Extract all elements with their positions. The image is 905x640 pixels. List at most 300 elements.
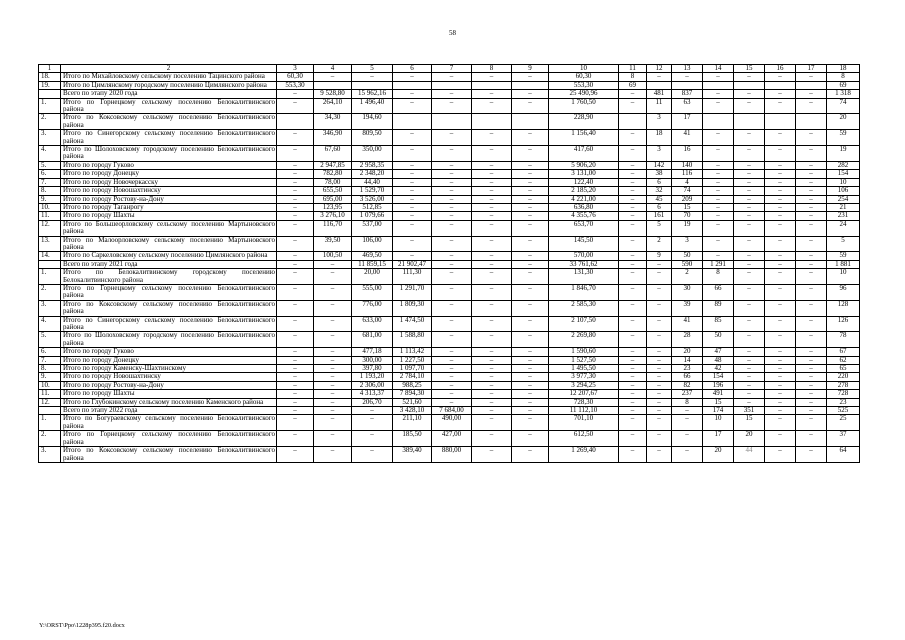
value-cell: – [352,407,393,415]
value-cell: – [277,178,314,186]
row-index: 3. [39,447,61,463]
value-cell: – [703,187,734,195]
row-index: 13. [39,236,61,252]
value-cell: – [393,178,432,186]
value-cell: – [277,260,314,268]
value-cell: – [432,365,472,373]
value-cell: – [512,332,549,348]
column-number: 14 [703,65,734,73]
value-cell: 211,10 [393,415,432,431]
value-cell: – [765,284,796,300]
table-row [39,220,860,236]
value-cell: 85 [703,316,734,332]
value-cell: – [796,236,827,252]
value-cell: – [796,260,827,268]
value-cell [393,81,432,89]
value-cell: 122,40 [549,178,619,186]
column-number: 16 [765,65,796,73]
value-cell: – [672,73,703,81]
value-cell: – [765,300,796,316]
value-cell: – [472,381,512,389]
value-cell: – [703,203,734,211]
value-cell: 3 977,30 [549,373,619,381]
row-index: 9. [39,373,61,381]
row-index: 3. [39,130,61,146]
value-cell: – [277,415,314,431]
table-row [39,407,860,415]
value-cell: – [393,73,432,81]
file-path-footer: Y:\ORST\Ppo\1228p395.f20.docx [39,622,125,629]
row-label: Всего по этапу 2022 года [61,407,277,415]
value-cell: – [512,203,549,211]
value-cell: – [734,146,765,162]
value-cell: – [765,90,796,98]
value-cell: 39 [672,300,703,316]
value-cell: – [472,284,512,300]
value-cell: – [765,447,796,463]
value-cell: – [512,365,549,373]
row-index: 1. [39,98,61,114]
value-cell: – [796,390,827,398]
value-cell: – [734,170,765,178]
value-cell: – [432,373,472,381]
row-label: Итого по Синегорскому сельскому поселению Белокалитвинского района [61,316,277,332]
value-cell: – [512,300,549,316]
row-index: 5. [39,161,61,169]
value-cell: – [765,348,796,356]
value-cell: – [703,220,734,236]
value-cell: – [734,203,765,211]
value-cell: – [393,252,432,260]
value-cell: – [472,203,512,211]
value-cell: 491 [703,390,734,398]
value-cell: – [619,195,647,203]
column-number: 3 [277,65,314,73]
value-cell: – [277,252,314,260]
value-cell: – [647,260,672,268]
table-row [39,146,860,162]
value-cell: 18 [647,130,672,146]
value-cell [672,81,703,89]
value-cell: 15 [672,203,703,211]
value-cell: – [765,73,796,81]
value-cell: – [314,365,352,373]
value-cell: – [796,73,827,81]
value-cell: – [796,407,827,415]
value-cell: – [703,236,734,252]
value-cell: 23 [827,398,860,406]
value-cell: 7 894,30 [393,390,432,398]
value-cell: – [432,390,472,398]
value-cell: – [472,300,512,316]
value-cell: – [472,187,512,195]
value-cell: 17 [703,431,734,447]
value-cell [703,81,734,89]
value-cell [393,114,432,130]
value-cell: – [472,98,512,114]
value-cell [314,81,352,89]
value-cell: 20 [672,348,703,356]
value-cell: 3 [647,146,672,162]
row-index: 18. [39,73,61,81]
value-cell: – [796,300,827,316]
value-cell: – [512,146,549,162]
value-cell: – [314,300,352,316]
page-number: 58 [449,29,456,37]
value-cell: 427,00 [432,431,472,447]
row-label: Итого по Шолоховскому городскому поселению Белокалитвинского района [61,146,277,162]
row-index: 1. [39,415,61,431]
value-cell: – [277,356,314,364]
value-cell: – [472,252,512,260]
value-cell: – [619,381,647,389]
value-cell: – [796,195,827,203]
value-cell: – [472,178,512,186]
row-label: Итого по Коксовскому сельскому поселению Белокалитвинского района [61,447,277,463]
value-cell: 20 [827,114,860,130]
value-cell: 1 527,50 [549,356,619,364]
value-cell: 41 [672,130,703,146]
value-cell: – [512,161,549,169]
row-index: 8. [39,365,61,373]
value-cell: 10 [827,269,860,285]
value-cell: – [734,252,765,260]
value-cell: – [432,187,472,195]
column-number: 17 [796,65,827,73]
value-cell: – [765,365,796,373]
value-cell: – [432,316,472,332]
value-cell: 3 [672,236,703,252]
value-cell: 612,50 [549,431,619,447]
value-cell: 47 [703,348,734,356]
value-cell: 3 276,10 [314,212,352,220]
value-cell: – [512,90,549,98]
value-cell: – [647,269,672,285]
value-cell [703,114,734,130]
value-cell: 2 107,50 [549,316,619,332]
row-label: Итого по городу Ростову-на-Дону [61,195,277,203]
value-cell: 41 [672,316,703,332]
value-cell: – [703,146,734,162]
value-cell: – [472,236,512,252]
table-row [39,170,860,178]
value-cell: – [432,236,472,252]
value-cell: 20 [734,431,765,447]
row-label: Итого по городу Ростову-на-Дону [61,381,277,389]
value-cell: – [765,381,796,389]
value-cell: – [393,161,432,169]
value-cell: 19 [827,146,860,162]
table-row [39,348,860,356]
value-cell: – [512,381,549,389]
value-cell: 42 [703,365,734,373]
value-cell: 38 [647,170,672,178]
row-index: 2. [39,431,61,447]
value-cell: 2 958,35 [352,161,393,169]
value-cell: – [314,332,352,348]
value-cell: 1 079,66 [352,212,393,220]
value-cell: 555,00 [352,284,393,300]
value-cell: – [277,398,314,406]
row-label: Итого по Малоорловскому сельскому поселению Мартыновского района [61,236,277,252]
value-cell: 2 269,80 [549,332,619,348]
value-cell: – [432,203,472,211]
row-label: Итого по городу Каменску-Шахтинскому [61,365,277,373]
value-cell: 66 [672,373,703,381]
value-cell: 23 [672,365,703,373]
table-row [39,203,860,211]
value-cell: – [277,195,314,203]
column-number: 5 [352,65,393,73]
row-label: Итого по Большеорловскому сельскому поселению Мартыновского района [61,220,277,236]
value-cell: – [472,365,512,373]
value-cell: – [796,332,827,348]
value-cell: 25 [827,415,860,431]
value-cell: 206,70 [352,398,393,406]
value-cell: – [619,187,647,195]
value-cell: – [277,316,314,332]
value-cell: 1 227,50 [393,356,432,364]
value-cell: – [277,348,314,356]
value-cell: – [619,365,647,373]
value-cell: – [472,332,512,348]
value-cell: – [393,130,432,146]
value-cell: 106 [827,187,860,195]
row-index: 5. [39,332,61,348]
value-cell: – [619,269,647,285]
value-cell: – [647,332,672,348]
value-cell: 1 269,40 [549,447,619,463]
value-cell: – [512,269,549,285]
table-row [39,269,860,285]
value-cell: 6 [647,203,672,211]
value-cell: – [619,447,647,463]
value-cell: 69 [827,81,860,89]
value-cell: – [734,236,765,252]
row-index: 10. [39,381,61,389]
value-cell: – [314,269,352,285]
value-cell: – [277,390,314,398]
value-cell: 145,50 [549,236,619,252]
value-cell: – [512,373,549,381]
value-cell: – [765,187,796,195]
value-cell: 988,25 [393,381,432,389]
value-cell: – [314,260,352,268]
value-cell: – [512,415,549,431]
value-cell: 837 [672,90,703,98]
value-cell: 1 474,50 [393,316,432,332]
table-row [39,212,860,220]
column-number: 11 [619,65,647,73]
value-cell: – [619,178,647,186]
value-cell: – [512,356,549,364]
value-cell: – [277,130,314,146]
value-cell: – [796,98,827,114]
value-cell: – [277,90,314,98]
value-cell: 1 291,70 [393,284,432,300]
table-row [39,300,860,316]
value-cell: 12 207,67 [549,390,619,398]
value-cell: – [765,220,796,236]
value-cell: – [647,447,672,463]
row-label: Итого по городу Донецку [61,170,277,178]
value-cell: – [647,381,672,389]
row-index: 3. [39,300,61,316]
value-cell: 60,30 [549,73,619,81]
value-cell: – [472,195,512,203]
row-label: Итого по Горнецкому сельскому поселению Белокалитвинского района [61,284,277,300]
value-cell: 537,00 [352,220,393,236]
table-row [39,236,860,252]
table-row [39,161,860,169]
value-cell: 1 529,70 [352,187,393,195]
value-cell: 64 [827,447,860,463]
row-index: 2. [39,114,61,130]
value-cell: – [393,170,432,178]
table-row [39,284,860,300]
row-label: Итого по Глубокинскому сельскому поселению Каменского района [61,398,277,406]
value-cell: 67 [827,348,860,356]
value-cell: – [512,195,549,203]
value-cell: 351 [734,407,765,415]
value-cell: 45 [647,195,672,203]
value-cell: 653,70 [549,220,619,236]
row-index [39,90,61,98]
value-cell: 490,00 [432,415,472,431]
value-cell: 809,50 [352,130,393,146]
value-cell: – [352,447,393,463]
value-cell: – [432,130,472,146]
value-cell: – [765,236,796,252]
value-cell: – [277,269,314,285]
value-cell: 116,70 [314,220,352,236]
value-cell: 397,80 [352,365,393,373]
value-cell: – [432,269,472,285]
value-cell: 44 [734,447,765,463]
value-cell: – [512,178,549,186]
row-index: 1. [39,269,61,285]
value-cell: – [765,212,796,220]
value-cell: – [393,236,432,252]
value-cell: – [796,356,827,364]
value-cell: – [619,98,647,114]
value-cell: 74 [672,187,703,195]
value-cell: 66 [703,284,734,300]
value-cell: – [619,348,647,356]
value-cell: – [472,212,512,220]
value-cell [734,81,765,89]
value-cell: 33 761,62 [549,260,619,268]
value-cell: – [512,130,549,146]
value-cell: 60,30 [277,73,314,81]
value-cell: – [277,332,314,348]
value-cell: – [734,220,765,236]
value-cell: 9 528,80 [314,90,352,98]
value-cell: 1 113,42 [393,348,432,356]
value-cell [765,81,796,89]
value-cell: – [393,220,432,236]
table-row [39,178,860,186]
value-cell: – [734,316,765,332]
row-label: Итого по Шолоховскому городскому поселению Белокалитвинского района [61,332,277,348]
value-cell: – [619,130,647,146]
value-cell: – [472,356,512,364]
value-cell: 4 313,37 [352,390,393,398]
value-cell: 116 [672,170,703,178]
value-cell: – [734,373,765,381]
row-index [39,407,61,415]
row-label: Итого по городу Новошахтинску [61,373,277,381]
table-row [39,98,860,114]
value-cell: 5 906,20 [549,161,619,169]
column-number: 9 [512,65,549,73]
value-cell: 69 [619,81,647,89]
value-cell: – [734,332,765,348]
value-cell: 32 [647,187,672,195]
value-cell: – [512,187,549,195]
value-cell: – [619,260,647,268]
value-cell: 161 [647,212,672,220]
value-cell: 2 585,30 [549,300,619,316]
value-cell: – [277,431,314,447]
row-label: Итого по Синегорскому сельскому поселению Белокалитвинского района [61,130,277,146]
value-cell: – [512,212,549,220]
value-cell: – [647,316,672,332]
value-cell: – [765,332,796,348]
value-cell: 254 [827,195,860,203]
value-cell: – [472,260,512,268]
value-cell: 128 [827,300,860,316]
row-label: Итого по городу Новошахтинску [61,187,277,195]
value-cell: 346,90 [314,130,352,146]
value-cell: – [734,178,765,186]
value-cell: – [393,98,432,114]
value-cell: – [393,212,432,220]
value-cell: – [796,130,827,146]
value-cell: – [703,178,734,186]
value-cell: – [432,73,472,81]
value-cell: 1 846,70 [549,284,619,300]
column-number: 18 [827,65,860,73]
value-cell: – [765,373,796,381]
value-cell: 1 809,30 [393,300,432,316]
value-cell: – [647,365,672,373]
table-row [39,260,860,268]
value-cell: – [734,187,765,195]
value-cell: – [472,373,512,381]
value-cell: – [619,236,647,252]
value-cell: 636,80 [549,203,619,211]
row-index: 12. [39,398,61,406]
value-cell: 63 [672,98,703,114]
value-cell: – [512,260,549,268]
value-cell: 2 947,85 [314,161,352,169]
value-cell: 50 [672,252,703,260]
value-cell: – [472,390,512,398]
value-cell: 16 [672,146,703,162]
value-cell: – [277,220,314,236]
value-cell: 8 [827,73,860,81]
value-cell: 2 [672,269,703,285]
value-cell: 14 [672,356,703,364]
value-cell: 28 [672,332,703,348]
row-index: 14. [39,252,61,260]
value-cell: – [647,415,672,431]
value-cell: – [314,447,352,463]
value-cell: 695,00 [314,195,352,203]
value-cell: – [796,447,827,463]
value-cell: – [314,284,352,300]
